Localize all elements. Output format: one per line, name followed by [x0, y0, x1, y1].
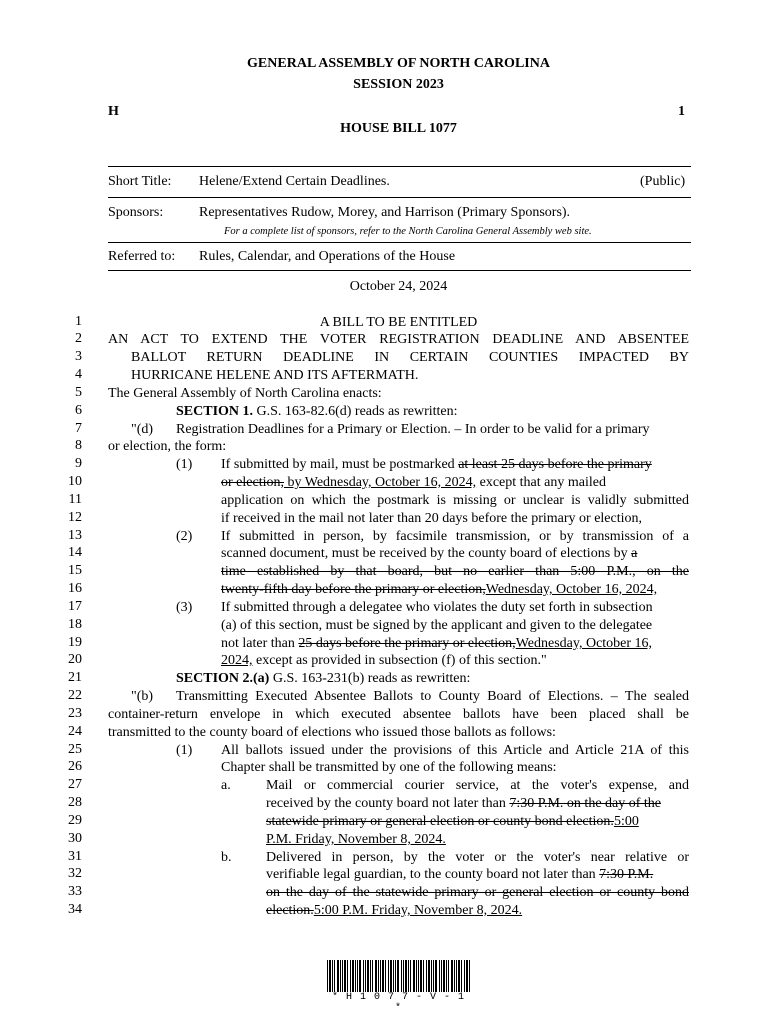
barcode-bar	[397, 960, 399, 992]
barcode-bar	[451, 960, 453, 992]
barcode-bar	[456, 960, 457, 992]
line-number: 12	[68, 510, 82, 525]
line-number: 4	[75, 367, 82, 382]
barcode-bar	[439, 960, 440, 992]
line-number: 3	[75, 349, 82, 364]
body-text-line	[266, 813, 689, 830]
line-number: 18	[68, 617, 82, 632]
barcode-bar	[370, 960, 371, 992]
barcode-bar	[350, 960, 351, 992]
barcode-bar	[329, 960, 331, 992]
line-number: 5	[75, 385, 82, 400]
body-text-line	[221, 581, 689, 598]
barcode-bar	[327, 960, 328, 992]
body-text-line	[266, 902, 689, 919]
barcode-bar	[355, 960, 356, 992]
line-number: 14	[68, 545, 82, 560]
divider	[108, 242, 691, 243]
inserted-text: by Wednesday, October 16, 2024,	[283, 475, 477, 490]
barcode-bar	[423, 960, 424, 992]
inserted-text: Wednesday, October 16,	[515, 636, 653, 651]
body-text-line	[266, 866, 689, 883]
line-number: 10	[68, 474, 82, 489]
section-text: G.S. 163-82.6(d) reads as rewritten:	[256, 404, 458, 419]
bill-date: October 24, 2024	[349, 279, 448, 294]
bill-heading: A BILL TO BE ENTITLED	[319, 315, 478, 330]
referred-label: Referred to:	[108, 249, 176, 264]
chamber-letter: H	[108, 104, 119, 119]
line-number: 7	[75, 421, 82, 436]
barcode-bar	[344, 960, 346, 992]
barcode-bar	[418, 960, 419, 992]
divider	[108, 166, 691, 167]
body-text-line: application on which the postmark is missing or unclear is validly submitted	[221, 493, 689, 508]
barcode-bar	[363, 960, 364, 992]
body-text-line: Chapter shall be transmitted by one of the following means:	[221, 760, 557, 775]
barcode-bar	[448, 960, 449, 992]
barcode-bar	[342, 960, 343, 992]
text-run: received by the county board not later than	[266, 796, 510, 811]
line-number: 17	[68, 599, 82, 614]
body-text-line	[266, 831, 689, 848]
barcode-bar	[446, 960, 447, 992]
barcode-bar	[420, 960, 422, 992]
deleted-text: statewide primary or general election or county bond election.	[266, 814, 614, 829]
barcode-text: * H 1 0 7 7 - V - 1 *	[331, 992, 466, 1014]
barcode-bar	[416, 960, 417, 992]
line-number: 22	[68, 688, 82, 703]
line-number: 30	[68, 831, 82, 846]
text-run: verifiable legal guardian, to the county board not later than	[266, 867, 600, 882]
line-number: 34	[68, 902, 82, 917]
barcode-bar	[375, 960, 377, 992]
item-number: a.	[221, 778, 231, 793]
deleted-text: time established by that board, but no earlier than 5:00 P.M., on the	[221, 564, 689, 579]
barcode-bar	[388, 960, 389, 992]
barcode-bar	[390, 960, 392, 992]
subsection-label: "(d)	[131, 422, 154, 437]
barcode-bar	[410, 960, 411, 992]
body-text-line: transmitted to the county board of elections who issued those ballots as follows:	[108, 725, 556, 740]
section-2-heading	[176, 670, 757, 687]
page-number: 1	[678, 104, 685, 119]
sponsors-note: For a complete list of sponsors, refer to the North Carolina General Assembly web site.	[224, 226, 592, 237]
deleted-text: 7:30 P.M. on the day of the	[509, 796, 662, 811]
section-label: SECTION 1.	[176, 404, 254, 419]
line-number: 26	[68, 759, 82, 774]
divider	[108, 270, 691, 271]
subsection-label: "(b)	[131, 689, 154, 704]
line-number: 11	[68, 492, 82, 507]
barcode-bar	[340, 960, 341, 992]
inserted-text: P.M. Friday, November 8, 2024.	[266, 832, 446, 847]
line-number: 8	[75, 438, 82, 453]
body-text-line: If submitted through a delegatee who violates the duty set forth in subsection	[221, 600, 653, 615]
line-number: 21	[68, 670, 82, 685]
barcode-bar	[401, 960, 402, 992]
short-title: Helene/Extend Certain Deadlines.	[199, 174, 390, 189]
barcode-bar	[408, 960, 409, 992]
divider	[108, 197, 691, 198]
sponsors: Representatives Rudow, Morey, and Harrison (Primary Sponsors).	[199, 205, 571, 220]
act-title-line: AN ACT TO EXTEND THE VOTER REGISTRATION DEADLINE AND ABSENTEE	[108, 332, 689, 347]
item-number: (2)	[176, 529, 193, 544]
inserted-text: Wednesday, October 16, 2024,	[485, 582, 658, 597]
barcode-bar	[413, 960, 415, 992]
body-text-line	[266, 884, 689, 901]
body-text-line	[221, 652, 689, 669]
public-tag: (Public)	[640, 174, 686, 189]
item-number: b.	[221, 850, 232, 865]
enacting-clause: The General Assembly of North Carolina enacts:	[108, 386, 382, 401]
barcode-bar	[337, 960, 339, 992]
line-number: 29	[68, 813, 82, 828]
line-number: 2	[75, 331, 82, 346]
line-number: 6	[75, 403, 82, 418]
barcode-bar	[395, 960, 396, 992]
item-number: (3)	[176, 600, 193, 615]
body-text-line: container-return envelope in which executed absentee ballots have been placed shall be	[108, 707, 689, 722]
body-text-line: or election, the form:	[108, 439, 227, 454]
barcode-bar	[382, 960, 384, 992]
referred-to: Rules, Calendar, and Operations of the House	[199, 249, 456, 264]
line-number: 33	[68, 884, 82, 899]
barcode-bar	[443, 960, 445, 992]
line-number: 32	[68, 866, 82, 881]
line-number: 23	[68, 706, 82, 721]
item-number: (1)	[176, 457, 193, 472]
barcode-bar	[332, 960, 333, 992]
barcode-bar	[466, 960, 468, 992]
deleted-text: on the day of the statewide primary or general election or county bond	[266, 885, 689, 900]
barcode	[327, 960, 470, 992]
act-title-line: HURRICANE HELENE AND ITS AFTERMATH.	[131, 368, 419, 383]
line-number: 24	[68, 724, 82, 739]
assembly-title: GENERAL ASSEMBLY OF NORTH CAROLINA	[247, 56, 550, 71]
section-label: SECTION 2.(a)	[176, 671, 270, 686]
body-text-line: All ballots issued under the provisions of this Article and Article 21A of this	[221, 743, 689, 758]
body-text-line: (a) of this section, must be signed by the applicant and given to the delegatee	[221, 618, 653, 633]
line-number: 20	[68, 652, 82, 667]
barcode-bar	[435, 960, 437, 992]
body-text-line	[221, 474, 689, 491]
body-text-line	[221, 563, 689, 580]
barcode-bar	[372, 960, 373, 992]
barcode-bar	[378, 960, 379, 992]
barcode-bar	[469, 960, 470, 992]
barcode-bar	[458, 960, 460, 992]
barcode-bar	[393, 960, 394, 992]
barcode-bar	[431, 960, 432, 992]
line-number: 9	[75, 456, 82, 471]
inserted-text: 2024,	[221, 653, 253, 668]
body-text-line	[266, 795, 689, 812]
deleted-text: 7:30 P.M.	[599, 867, 654, 882]
text-run: except that any mailed	[476, 475, 606, 490]
barcode-bar	[334, 960, 335, 992]
inserted-text: 5:00	[613, 814, 639, 829]
body-text-line: Registration Deadlines for a Primary or Election. – In order to be valid for a primary	[176, 422, 650, 437]
barcode-bar	[403, 960, 404, 992]
deleted-text: election.	[266, 903, 314, 918]
body-text-line: If submitted in person, by facsimile transmission, or by transmission of a	[221, 529, 689, 544]
deleted-text: a	[631, 546, 638, 561]
text-run: If submitted by mail, must be postmarked	[221, 457, 459, 472]
line-number: 19	[68, 635, 82, 650]
line-number: 1	[75, 314, 82, 329]
deleted-text: 25 days before the primary or election,	[298, 636, 516, 651]
barcode-bar	[367, 960, 369, 992]
body-text-line	[221, 456, 689, 473]
text-run: not later than	[221, 636, 299, 651]
line-number: 27	[68, 777, 82, 792]
barcode-bar	[433, 960, 434, 992]
body-text-line: Mail or commercial courier service, at the voter's expense, and	[266, 778, 689, 793]
barcode-bar	[347, 960, 348, 992]
text-run: except as provided in subsection (f) of this section."	[252, 653, 547, 668]
act-title-line: BALLOT RETURN DEADLINE IN CERTAIN COUNTIES IMPACTED BY	[131, 350, 689, 365]
line-number: 31	[68, 849, 82, 864]
session-title: SESSION 2023	[353, 77, 444, 92]
barcode-bar	[359, 960, 361, 992]
barcode-bar	[357, 960, 358, 992]
barcode-bar	[385, 960, 386, 992]
barcode-bar	[405, 960, 407, 992]
deleted-text: at least 25 days before the primary	[458, 457, 652, 472]
deleted-text: or election,	[221, 475, 284, 490]
barcode-bar	[461, 960, 462, 992]
barcode-bar	[426, 960, 427, 992]
section-1-heading	[176, 403, 757, 420]
line-number: 28	[68, 795, 82, 810]
barcode-bar	[428, 960, 430, 992]
barcode-bar	[365, 960, 366, 992]
body-text-line: if received in the mail not later than 20 days before the primary or election,	[221, 511, 643, 526]
barcode-bar	[464, 960, 465, 992]
barcode-bar	[441, 960, 442, 992]
deleted-text: twenty-fifth day before the primary or election,	[221, 582, 486, 597]
body-text-line	[221, 545, 689, 562]
line-number: 13	[68, 528, 82, 543]
sponsors-label: Sponsors:	[108, 205, 164, 220]
barcode-bar	[380, 960, 381, 992]
bill-title: HOUSE BILL 1077	[340, 121, 457, 136]
body-text-line	[221, 635, 689, 652]
barcode-bar	[454, 960, 455, 992]
inserted-text: 5:00 P.M. Friday, November 8, 2024.	[313, 903, 523, 918]
line-number: 15	[68, 563, 82, 578]
line-number: 16	[68, 581, 82, 596]
body-text-line: Delivered in person, by the voter or the voter's near relative or	[266, 850, 689, 865]
line-number: 25	[68, 742, 82, 757]
item-number: (1)	[176, 743, 193, 758]
barcode-bar	[352, 960, 354, 992]
section-text: G.S. 163-231(b) reads as rewritten:	[272, 671, 471, 686]
text-run: scanned document, must be received by the county board of elections by	[221, 546, 632, 561]
body-text-line: Transmitting Executed Absentee Ballots to County Board of Elections. – The sealed	[176, 689, 689, 704]
short-title-label: Short Title:	[108, 174, 172, 189]
